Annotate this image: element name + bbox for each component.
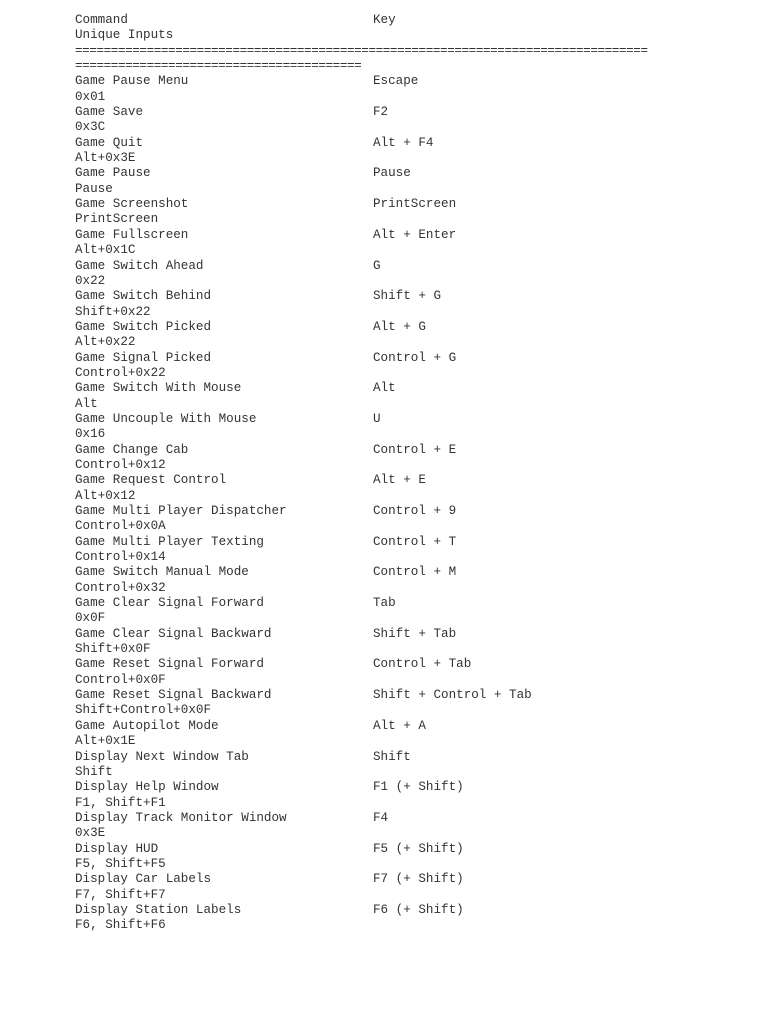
key-binding: Pause <box>373 166 411 181</box>
unique-inputs-value: Control+0x32 <box>75 580 166 595</box>
command-name: Game Switch With Mouse <box>75 381 242 396</box>
unique-inputs-value: Alt+0x12 <box>75 488 136 503</box>
command-name: Game Multi Player Texting <box>75 534 264 549</box>
command-entry <box>75 105 745 136</box>
command-list <box>75 74 745 933</box>
key-binding: F6 (+ Shift) <box>373 902 464 917</box>
command-name: Game Reset Signal Forward <box>75 657 264 672</box>
command-entry <box>75 535 745 566</box>
command-name: Game Pause <box>75 166 151 181</box>
key-binding: Control + E <box>373 442 457 457</box>
command-key-line <box>75 74 745 89</box>
key-binding: Alt + E <box>373 473 426 488</box>
key-binding: Alt + G <box>373 319 426 334</box>
unique-inputs-value: Shift+0x22 <box>75 304 151 319</box>
unique-inputs-value: Shift+0x0F <box>75 642 151 657</box>
command-entry <box>75 719 745 750</box>
unique-inputs-value: Alt <box>75 396 98 411</box>
command-name: Game Reset Signal Backward <box>75 688 272 703</box>
key-binding: G <box>373 258 381 273</box>
command-name: Game Fullscreen <box>75 227 189 242</box>
command-entry <box>75 627 745 658</box>
command-key-line <box>75 351 745 366</box>
key-binding: Control + G <box>373 350 457 365</box>
command-name: Game Switch Manual Mode <box>75 565 249 580</box>
key-binding: Tab <box>373 596 396 611</box>
command-entry <box>75 351 745 382</box>
command-entry <box>75 688 745 719</box>
key-binding: F7 (+ Shift) <box>373 872 464 887</box>
command-key-line <box>75 381 745 396</box>
command-key-line <box>75 197 745 212</box>
key-binding: Shift + Control + Tab <box>373 688 532 703</box>
command-name: Game Change Cab <box>75 442 189 457</box>
command-key-line <box>75 903 745 918</box>
unique-inputs-value: F1, Shift+F1 <box>75 795 166 810</box>
command-key-line <box>75 842 745 857</box>
command-entry <box>75 381 745 412</box>
key-binding: Control + Tab <box>373 657 472 672</box>
command-key-line <box>75 627 745 642</box>
command-key-line <box>75 443 745 458</box>
command-entry <box>75 504 745 535</box>
command-name: Game Clear Signal Backward <box>75 626 272 641</box>
unique-inputs-value: Control+0x0F <box>75 672 166 687</box>
key-column-header: Key <box>373 13 396 27</box>
command-name: Display Track Monitor Window <box>75 810 287 825</box>
unique-inputs-value: Alt+0x22 <box>75 335 136 350</box>
unique-inputs-value: Pause <box>75 181 113 196</box>
command-entry <box>75 811 745 842</box>
command-entry <box>75 872 745 903</box>
unique-inputs-value: 0x3C <box>75 120 106 135</box>
unique-inputs-value: 0x01 <box>75 89 106 104</box>
command-key-line <box>75 320 745 335</box>
key-binding: Escape <box>373 74 419 89</box>
command-entry <box>75 166 745 197</box>
command-key-line <box>75 504 745 519</box>
command-name: Display Car Labels <box>75 872 212 887</box>
unique-inputs-value: Control+0x0A <box>75 519 166 534</box>
command-key-line <box>75 565 745 580</box>
key-binding: Control + M <box>373 565 457 580</box>
command-key-line <box>75 473 745 488</box>
command-key-line <box>75 872 745 887</box>
keyboard-commands-document <box>75 13 745 934</box>
unique-inputs-value: Shift+Control+0x0F <box>75 703 212 718</box>
command-name: Game Signal Picked <box>75 350 212 365</box>
unique-inputs-value: 0x16 <box>75 427 106 442</box>
unique-inputs-value: Alt+0x1E <box>75 734 136 749</box>
command-entry <box>75 565 745 596</box>
command-entry <box>75 842 745 873</box>
command-entry <box>75 74 745 105</box>
command-key-line <box>75 136 745 151</box>
unique-inputs-value: Control+0x12 <box>75 457 166 472</box>
command-key-line <box>75 780 745 795</box>
separator-rule-continued: ======================================== <box>75 59 362 74</box>
command-key-line <box>75 289 745 304</box>
command-entry <box>75 780 745 811</box>
unique-inputs-header: Unique Inputs <box>75 28 174 43</box>
unique-inputs-value: F5, Shift+F5 <box>75 856 166 871</box>
command-entry <box>75 443 745 474</box>
command-entry <box>75 289 745 320</box>
key-binding: Alt + Enter <box>373 227 457 242</box>
command-name: Game Request Control <box>75 473 227 488</box>
command-name: Game Screenshot <box>75 197 189 212</box>
unique-inputs-value: PrintScreen <box>75 212 159 227</box>
command-key-line <box>75 166 745 181</box>
key-binding: Shift <box>373 749 411 764</box>
key-binding: F5 (+ Shift) <box>373 841 464 856</box>
command-entry <box>75 473 745 504</box>
command-key-line <box>75 750 745 765</box>
command-name: Game Switch Behind <box>75 289 212 304</box>
command-name: Display HUD <box>75 841 159 856</box>
key-binding: Control + 9 <box>373 504 457 518</box>
command-name: Game Pause Menu <box>75 74 189 89</box>
command-entry <box>75 320 745 351</box>
unique-inputs-value: Control+0x14 <box>75 550 166 565</box>
unique-inputs-value: Alt+0x1C <box>75 243 136 258</box>
command-entry <box>75 197 745 228</box>
key-binding: Alt <box>373 381 396 396</box>
key-binding: F4 <box>373 810 389 825</box>
command-entry <box>75 903 745 934</box>
command-name: Display Station Labels <box>75 902 242 917</box>
command-name: Game Quit <box>75 135 144 150</box>
command-entry <box>75 657 745 688</box>
command-column-header: Command <box>75 13 128 27</box>
command-name: Game Save <box>75 105 144 120</box>
command-entry <box>75 136 745 167</box>
command-key-line <box>75 535 745 550</box>
command-key-line <box>75 228 745 243</box>
unique-inputs-value: F7, Shift+F7 <box>75 887 166 902</box>
key-binding: Control + T <box>373 534 457 549</box>
key-binding: PrintScreen <box>373 197 457 212</box>
command-key-line <box>75 259 745 274</box>
command-name: Game Uncouple With Mouse <box>75 411 257 426</box>
command-name: Display Help Window <box>75 780 219 795</box>
key-binding: Shift + Tab <box>373 626 457 641</box>
command-name: Game Clear Signal Forward <box>75 596 264 611</box>
separator-rule: ================================================================================ <box>75 43 648 58</box>
unique-inputs-value: 0x3E <box>75 826 106 841</box>
command-entry <box>75 228 745 259</box>
command-entry <box>75 412 745 443</box>
command-key-line <box>75 105 745 120</box>
command-key-line <box>75 811 745 826</box>
key-binding: F1 (+ Shift) <box>373 780 464 795</box>
command-key-line <box>75 412 745 427</box>
command-key-line <box>75 657 745 672</box>
unique-inputs-value: Shift <box>75 764 113 779</box>
key-binding: Alt + F4 <box>373 135 434 150</box>
command-key-line <box>75 719 745 734</box>
command-key-line <box>75 596 745 611</box>
key-binding: Shift + G <box>373 289 442 304</box>
command-entry <box>75 596 745 627</box>
unique-inputs-value: 0x0F <box>75 611 106 626</box>
command-name: Game Autopilot Mode <box>75 718 219 733</box>
key-binding: U <box>373 411 381 426</box>
key-binding: Alt + A <box>373 718 426 733</box>
unique-inputs-value: Alt+0x3E <box>75 151 136 166</box>
command-name: Game Switch Picked <box>75 319 212 334</box>
command-name: Game Switch Ahead <box>75 258 204 273</box>
unique-inputs-value: Control+0x22 <box>75 365 166 380</box>
unique-inputs-value: 0x22 <box>75 273 106 288</box>
command-entry <box>75 750 745 781</box>
header-row <box>75 13 745 28</box>
unique-inputs-value: F6, Shift+F6 <box>75 918 166 933</box>
key-binding: F2 <box>373 105 389 120</box>
command-name: Game Multi Player Dispatcher <box>75 504 287 518</box>
command-name: Display Next Window Tab <box>75 749 249 764</box>
command-key-line <box>75 688 745 703</box>
command-entry <box>75 259 745 290</box>
